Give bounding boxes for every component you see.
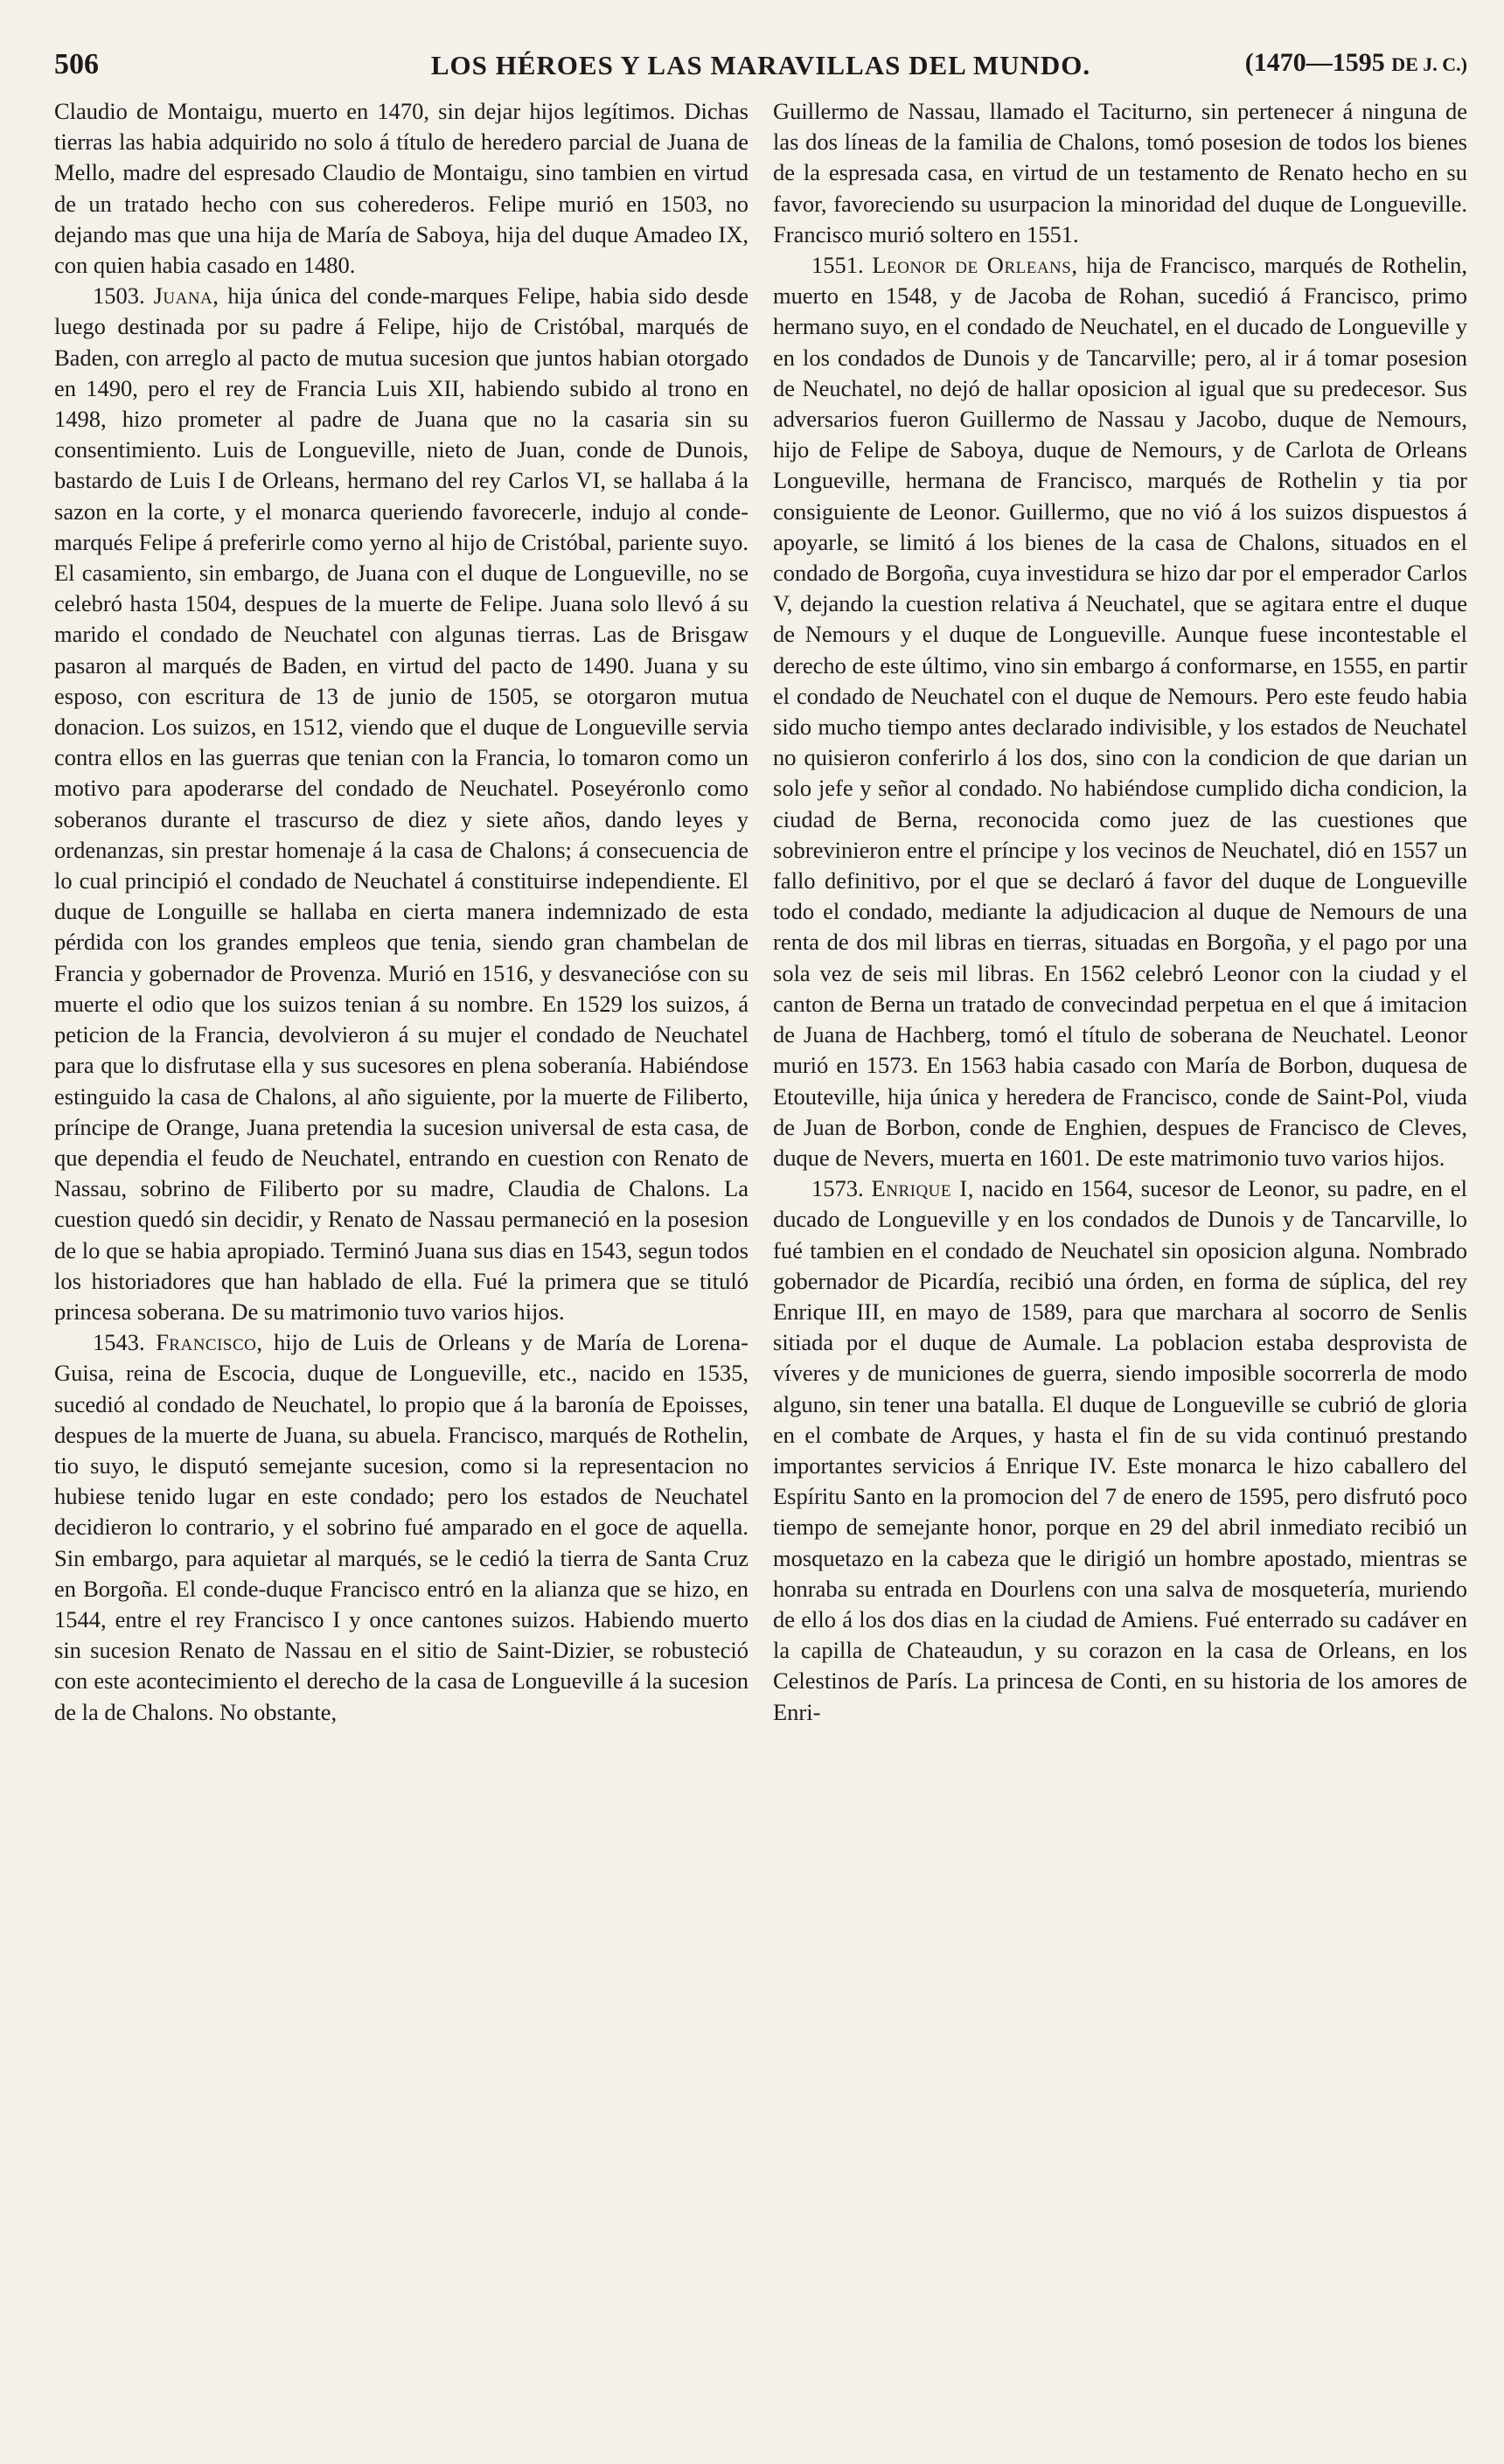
continued-paragraph: Claudio de Montaigu, muerto en 1470, sin dejar hijos legítimos. Dichas tierras las habia adquirido no solo á título de heredero parcial de Juana de Mello, madre del espresado Claudio de Montaigu, sino tambien en virtud de un tratado hecho con sus coherederos. Felipe murió en 1503, no dejando mas que una hija de María de Saboya, hija del duque Amadeo IX, con quien habia casado en 1480. [54, 98, 749, 279]
text-columns [54, 96, 1467, 2440]
entry-name: Enrique I, [871, 1175, 974, 1202]
date-range-suffix: DE J. C.) [1391, 53, 1467, 75]
entry-year: 1503. [93, 282, 145, 310]
entry-paragraph [54, 1327, 749, 1728]
continued-paragraph: Guillermo de Nassau, llamado el Taciturno, sin pertenecer á ninguna de las dos líneas de la familia de Chalons, tomó posesion de todos los bienes de la espresada casa, en virtud de un testamento de Renato hecho en su favor, favoreciendo su usurpacion la minoridad del duque de Longueville. Francisco murió soltero en 1551. [773, 98, 1467, 247]
left-column [54, 96, 749, 2440]
entry-paragraph [773, 250, 1467, 1173]
date-range [1245, 48, 1467, 78]
entry-paragraph [54, 281, 749, 1327]
date-range-years: (1470—1595 [1244, 48, 1385, 77]
entry-text: hija única del conde-marques Felipe, habia sido desde luego destinada por su padre á Felipe, hijo de Cristóbal, marqués de Baden, con arreglo al pacto de mutua sucesion que juntos habian otorgado en 1490, pero el rey de Francia Luis XII, habiendo subido al trono en 1498, hizo prometer al padre de Juana que no la casaria sin su consentimiento. Luis de Longueville, nieto de Juan, conde de Dunois, bastardo de Luis I de Orleans, hermano del rey Carlos VI, se hallaba á la sazon en la corte, y el monarca queriendo favorecerle, indujo al conde-marqués Felipe á preferirle como yerno al hijo de Cristóbal, pariente suyo. El casamiento, sin embargo, de Juana con el duque de Longueville, no se celebró hasta 1504, despues de la muerte de Felipe. Juana solo llevó á su marido el condado de Neuchatel con algunas tierras. Las de Brisgaw pasaron al marqués de Baden, en virtud del pacto de 1490. Juana y su esposo, con escritura de 13 de junio de 1505, se otorgaron mutua donacion. Los suizos, en 1512, viendo que el duque de Longueville servia contra ellos en las guerras que tenian con la Francia, lo tomaron como un motivo para apoderarse del condado de Neuchatel. Poseyéronlo como soberanos durante el trascurso de diez y siete años, dando leyes y ordenanzas, sin prestar homenaje á la casa de Chalons; á consecuencia de lo cual principió el condado de Neuchatel á constituirse independiente. El duque de Longuille se hallaba en cierta manera indemnizado de esta pérdida con los grandes empleos que tenia, siendo gran chambelan de Francia y gobernador de Provenza. Murió en 1516, y desvanecióse con su muerte el odio que los suizos tenian á su nombre. En 1529 los suizos, á peticion de la Francia, devolvieron á su mujer el condado de Neuchatel para que lo disfrutase ella y sus sucesores en plena soberanía. Habiéndose estinguido la casa de Chalons, al año siguiente, por la muerte de Filiberto, príncipe de Orange, Juana pretendia la sucesion universal de esta casa, de que dependia el feudo de Neuchatel, entrando en cuestion con Renato de Nassau, sobrino de Filiberto por su madre, Claudia de Chalons. La cuestion quedó sin decidir, y Renato de Nassau permaneció en la posesion de lo que se habia apropiado. Terminó Juana sus dias en 1543, segun todos los historiadores que han hablado de ella. Fué la primera que se tituló princesa soberana. De su matrimonio tuvo varios hijos. [54, 282, 749, 1325]
entry-year: 1551. [811, 252, 864, 279]
entry-text: nacido en 1564, sucesor de Leonor, su padre, en el ducado de Longueville y en los condados de Dunois y de Tancarville, lo fué tambien en el condado de Neuchatel sin oposicion alguna. Nombrado gobernador de Picardía, recibió una órden, en forma de súplica, del rey Enrique III, en mayo de 1589, para que marchara al socorro de Senlis sitiada por el duque de Aumale. La poblacion estaba desprovista de víveres y de municiones de guerra, siendo imposible socorrerla de modo alguno, sin tener una batalla. El duque de Longueville se cubrió de gloria en el combate de Arques, y hasta el fin de su vida continuó prestando importantes servicios á Enrique IV. Este monarca le hizo caballero del Espíritu Santo en la promocion del 7 de enero de 1595, pero disfrutó poco tiempo de semejante honor, porque en 29 del abril inmediato recibió un mosquetazo en la cabeza que le dirigió un hombre apostado, mientras se honraba su entrada en Dourlens con una salva de mosquetería, muriendo de ello á los dos dias en la ciudad de Amiens. Fué enterrado su cadáver en la capilla de Chateaudun, y su corazon en la casa de Orleans, en los Celestinos de París. La princesa de Conti, en su historia de los amores de Enri- [773, 1175, 1467, 1725]
entry-name: Leonor de Orleans, [872, 252, 1078, 279]
running-header [54, 48, 1467, 94]
page-number: 506 [54, 48, 99, 80]
entry-name: Francisco, [156, 1329, 263, 1356]
running-title: LOS HÉROES Y LAS MARAVILLAS DEL MUNDO. [430, 50, 1091, 80]
entry-year: 1543. [93, 1329, 145, 1356]
right-column [773, 96, 1467, 2440]
entry-paragraph [773, 1173, 1467, 1728]
entry-text: hijo de Luis de Orleans y de María de Lorena-Guisa, reina de Escocia, duque de Longueville, etc., nacido en 1535, sucedió al condado de Neuchatel, lo propio que á la baronía de Epoisses, despues de la muerte de Juana, su abuela. Francisco, marqués de Rothelin, tio suyo, le disputó semejante sucesion, como si la representacion no hubiese tenido lugar en este condado; pero los estados de Neuchatel decidieron lo contrario, y el sobrino fué amparado en el goce de aquella. Sin embargo, para aquietar al marqués, se le cedió la tierra de Santa Cruz en Borgoña. El conde-duque Francisco entró en la alianza que se hizo, en 1544, entre el rey Francisco I y once cantones suizos. Habiendo muerto sin sucesion Renato de Nassau en el sitio de Saint-Dizier, se robusteció con este acontecimiento el derecho de la casa de Longueville á la sucesion de la de Chalons. No obstante, [54, 1329, 749, 1725]
entry-text: hija de Francisco, marqués de Rothelin, muerto en 1548, y de Jacoba de Rohan, sucedió á Francisco, primo hermano suyo, en el condado de Neuchatel, en el ducado de Longueville y en los condados de Dunois y de Tancarville; pero, al ir á tomar posesion de Neuchatel, no dejó de hallar oposicion al igual que su predecesor. Sus adversarios fueron Guillermo de Nassau y Jacobo, duque de Nemours, hijo de Felipe de Saboya, duque de Nemours, y de Carlota de Orleans Longueville, hermana de Francisco, marqués de Rothelin y tia por consiguiente de Leonor. Guillermo, que no vió á los suizos dispuestos á apoyarle, se limitó á los bienes de la casa de Chalons, situados en el condado de Borgoña, cuya investidura se hizo dar por el emperador Carlos V, dejando la cuestion relativa á Neuchatel, que se agitara entre el duque de Nemours y el duque de Longueville. Aunque fuese incontestable el derecho de este último, vino sin embargo á conformarse, en 1555, en partir el condado de Neuchatel con el duque de Nemours. Pero este feudo habia sido mucho tiempo antes declarado indivisible, y los estados de Neuchatel no quisieron conferirlo á los dos, sino con la condicion de que darian un solo jefe y señor al condado. No habiéndose cumplido dicha condicion, la ciudad de Berna, reconocida como juez de las cuestiones que sobrevinieron entre el príncipe y los vecinos de Neuchatel, dió en 1557 un fallo definitivo, por el que se declaró á favor del duque de Longueville todo el condado, mediante la adjudicacion al duque de Nemours de una renta de dos mil libras en tierras, situadas en Borgoña, y el pago por una sola vez de seis mil libras. En 1562 celebró Leonor con la ciudad y el canton de Berna un tratado de convecindad perpetua en el que á imitacion de Juana de Hachberg, tomó el título de soberana de Neuchatel. Leonor murió en 1573. En 1563 habia casado con María de Borbon, duquesa de Etouteville, hija única y heredera de Francisco, conde de Saint-Pol, viuda de Juan de Borbon, conde de Enghien, despues de Francisco de Cleves, duque de Nevers, muerta en 1601. De este matrimonio tuvo varios hijos. [773, 252, 1467, 1171]
entry-year: 1573. [811, 1175, 864, 1202]
entry-name: Juana, [153, 282, 219, 310]
